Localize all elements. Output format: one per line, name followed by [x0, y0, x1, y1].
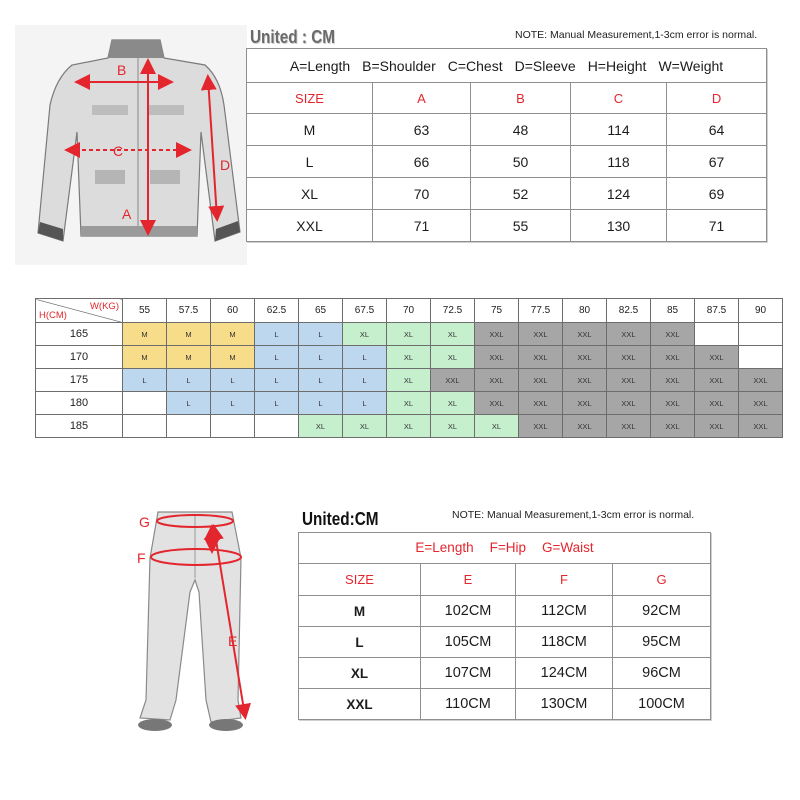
weight-column-header: 70	[387, 299, 431, 323]
recommended-size-cell: L	[299, 346, 343, 369]
recommended-size-cell: XXL	[519, 392, 563, 415]
measurement-value: 118	[571, 146, 667, 178]
weight-column-header: 65	[299, 299, 343, 323]
weight-column-header: 55	[123, 299, 167, 323]
recommended-size-cell: XL	[299, 415, 343, 438]
diagram-label-e: E	[228, 633, 238, 649]
recommended-size-cell: XXL	[519, 346, 563, 369]
recommended-size-cell: XXL	[475, 346, 519, 369]
grid-row	[36, 415, 783, 438]
recommended-size-cell: XL	[431, 392, 475, 415]
measurement-value: 102CM	[421, 596, 516, 627]
weight-column-header: 62.5	[255, 299, 299, 323]
height-row-header: 165	[36, 323, 123, 346]
measurement-value: 124CM	[516, 658, 613, 689]
recommended-size-cell: L	[343, 369, 387, 392]
recommended-size-cell: XL	[343, 323, 387, 346]
recommended-size-cell: XL	[431, 415, 475, 438]
height-weight-size-grid	[35, 298, 783, 438]
recommended-size-cell: L	[299, 392, 343, 415]
recommended-size-cell: XXL	[563, 346, 607, 369]
diagram-label-c: C	[113, 143, 124, 159]
diagram-label-a: A	[122, 206, 132, 222]
legend-item: H=Height	[587, 57, 647, 74]
size-label: L	[247, 146, 373, 178]
measurement-value: 48	[471, 114, 571, 146]
recommended-size-cell: XXL	[607, 346, 651, 369]
recommended-size-cell: XXL	[607, 323, 651, 346]
recommended-size-cell: XXL	[607, 392, 651, 415]
recommended-size-cell: XXL	[475, 323, 519, 346]
recommended-size-cell: XXL	[739, 415, 783, 438]
measurement-value: 112CM	[516, 596, 613, 627]
jacket-size-table	[246, 48, 767, 242]
measurement-value: 114	[571, 114, 667, 146]
measurement-value: 71	[667, 210, 767, 242]
jacket-legend-cell	[247, 49, 767, 83]
weight-column-header: 75	[475, 299, 519, 323]
legend-item: E=Length	[415, 540, 474, 555]
measurement-value: 67	[667, 146, 767, 178]
measure-column-header: G	[613, 564, 711, 596]
pants-illustration	[125, 500, 260, 740]
pants-size-table	[298, 532, 711, 720]
recommended-size-cell: XXL	[563, 323, 607, 346]
recommended-size-cell: L	[255, 346, 299, 369]
measure-column-header: F	[516, 564, 613, 596]
recommended-size-cell: XXL	[739, 369, 783, 392]
recommended-size-cell: XXL	[563, 369, 607, 392]
measurement-value: 95CM	[613, 627, 711, 658]
height-row-header: 185	[36, 415, 123, 438]
recommended-size-cell	[123, 415, 167, 438]
size-label: XL	[247, 178, 373, 210]
recommended-size-cell	[255, 415, 299, 438]
measure-column-header: B	[471, 83, 571, 114]
recommended-size-cell	[167, 415, 211, 438]
weight-column-header: 85	[651, 299, 695, 323]
recommended-size-cell	[211, 415, 255, 438]
measurement-value: 100CM	[613, 689, 711, 720]
recommended-size-cell	[123, 392, 167, 415]
recommended-size-cell: XL	[475, 415, 519, 438]
recommended-size-cell: L	[255, 369, 299, 392]
recommended-size-cell: XXL	[431, 369, 475, 392]
weight-axis-label: W(KG)	[89, 301, 119, 312]
recommended-size-cell: XL	[343, 415, 387, 438]
recommended-size-cell: XL	[387, 346, 431, 369]
recommended-size-cell: XL	[387, 392, 431, 415]
height-row-header: 170	[36, 346, 123, 369]
recommended-size-cell: XXL	[695, 346, 739, 369]
jacket-measurement-note: NOTE: Manual Measurement,1-3cm error is normal.	[515, 29, 758, 41]
grid-header-row	[36, 299, 783, 323]
recommended-size-cell: XXL	[519, 369, 563, 392]
height-row-header: 180	[36, 392, 123, 415]
jacket-header-row	[247, 83, 767, 114]
recommended-size-cell: XXL	[695, 369, 739, 392]
recommended-size-cell: M	[167, 346, 211, 369]
axis-corner-cell	[36, 299, 123, 323]
measurement-value: 55	[471, 210, 571, 242]
size-label: M	[247, 114, 373, 146]
measurement-value: 64	[667, 114, 767, 146]
legend-item: B=Shoulder	[362, 57, 436, 74]
weight-column-header: 80	[563, 299, 607, 323]
diagram-label-f: F	[137, 550, 146, 566]
recommended-size-cell: L	[211, 392, 255, 415]
weight-column-header: 87.5	[695, 299, 739, 323]
recommended-size-cell: L	[343, 392, 387, 415]
recommended-size-cell: XXL	[607, 415, 651, 438]
table-row	[299, 627, 711, 658]
size-label: XXL	[299, 689, 421, 720]
size-label: M	[299, 596, 421, 627]
table-row	[299, 689, 711, 720]
height-axis-label: H(CM)	[39, 310, 67, 321]
jacket-illustration	[15, 25, 247, 265]
measure-column-header: D	[667, 83, 767, 114]
pants-legend-row	[299, 533, 711, 564]
measurement-value: 118CM	[516, 627, 613, 658]
measurement-value: 110CM	[421, 689, 516, 720]
legend-item: A=Length	[289, 57, 351, 74]
grid-row	[36, 369, 783, 392]
measurement-value: 96CM	[613, 658, 711, 689]
recommended-size-cell: XL	[431, 346, 475, 369]
recommended-size-cell: XXL	[695, 392, 739, 415]
table-row	[247, 146, 767, 178]
weight-column-header: 57.5	[167, 299, 211, 323]
grid-row	[36, 323, 783, 346]
recommended-size-cell: L	[167, 369, 211, 392]
size-column-header: SIZE	[299, 564, 421, 596]
table-row	[247, 114, 767, 146]
recommended-size-cell: XL	[387, 323, 431, 346]
recommended-size-cell: XL	[431, 323, 475, 346]
table-row	[247, 178, 767, 210]
legend-item: C=Chest	[447, 57, 503, 74]
recommended-size-cell: XXL	[475, 369, 519, 392]
recommended-size-cell: L	[123, 369, 167, 392]
pants-header-row	[299, 564, 711, 596]
weight-column-header: 67.5	[343, 299, 387, 323]
recommended-size-cell: L	[255, 392, 299, 415]
table-row	[299, 596, 711, 627]
recommended-size-cell: XXL	[739, 392, 783, 415]
recommended-size-cell: M	[167, 323, 211, 346]
recommended-size-cell	[739, 323, 783, 346]
size-label: XL	[299, 658, 421, 689]
measure-column-header: C	[571, 83, 667, 114]
jacket-unit-title: United : CM	[250, 27, 335, 47]
jacket-legend-row	[247, 49, 767, 83]
pants-unit-title: United:CM	[302, 509, 379, 529]
recommended-size-cell: XXL	[651, 323, 695, 346]
measurement-value: 69	[667, 178, 767, 210]
recommended-size-cell: XXL	[519, 323, 563, 346]
height-row-header: 175	[36, 369, 123, 392]
table-row	[299, 658, 711, 689]
recommended-size-cell: L	[343, 346, 387, 369]
measurement-value: 63	[373, 114, 471, 146]
recommended-size-cell: XXL	[695, 415, 739, 438]
recommended-size-cell: XXL	[651, 392, 695, 415]
pants-legend-cell	[299, 533, 711, 564]
recommended-size-cell: XL	[387, 369, 431, 392]
legend-item: G=Waist	[541, 540, 594, 555]
recommended-size-cell: L	[299, 369, 343, 392]
weight-column-header: 77.5	[519, 299, 563, 323]
measurement-value: 50	[471, 146, 571, 178]
measurement-value: 52	[471, 178, 571, 210]
recommended-size-cell: L	[167, 392, 211, 415]
recommended-size-cell: L	[255, 323, 299, 346]
legend-item: W=Weight	[658, 57, 724, 74]
recommended-size-cell: M	[211, 346, 255, 369]
recommended-size-cell: M	[123, 346, 167, 369]
weight-column-header: 72.5	[431, 299, 475, 323]
grid-row	[36, 346, 783, 369]
table-row	[247, 210, 767, 242]
measurement-value: 92CM	[613, 596, 711, 627]
recommended-size-cell: XXL	[519, 415, 563, 438]
diagram-label-b: B	[117, 62, 127, 78]
measurement-value: 107CM	[421, 658, 516, 689]
measurement-value: 124	[571, 178, 667, 210]
recommended-size-cell	[739, 346, 783, 369]
recommended-size-cell: XXL	[607, 369, 651, 392]
grid-row	[36, 392, 783, 415]
recommended-size-cell: XXL	[651, 346, 695, 369]
weight-column-header: 90	[739, 299, 783, 323]
pants-measurement-note: NOTE: Manual Measurement,1-3cm error is normal.	[452, 509, 695, 521]
measure-column-header: A	[373, 83, 471, 114]
legend-item: F=Hip	[489, 540, 526, 555]
legend-item: D=Sleeve	[514, 57, 576, 74]
size-column-header: SIZE	[247, 83, 373, 114]
recommended-size-cell: XXL	[651, 415, 695, 438]
measurement-value: 71	[373, 210, 471, 242]
recommended-size-cell: M	[123, 323, 167, 346]
recommended-size-cell: XXL	[563, 415, 607, 438]
diagram-label-d: D	[220, 157, 231, 173]
recommended-size-cell: XXL	[475, 392, 519, 415]
recommended-size-cell: L	[211, 369, 255, 392]
measurement-value: 70	[373, 178, 471, 210]
recommended-size-cell: XL	[387, 415, 431, 438]
weight-column-header: 82.5	[607, 299, 651, 323]
recommended-size-cell: L	[299, 323, 343, 346]
size-label: XXL	[247, 210, 373, 242]
measurement-value: 105CM	[421, 627, 516, 658]
measurement-value: 130CM	[516, 689, 613, 720]
recommended-size-cell: M	[211, 323, 255, 346]
weight-column-header: 60	[211, 299, 255, 323]
measure-column-header: E	[421, 564, 516, 596]
measurement-value: 66	[373, 146, 471, 178]
recommended-size-cell: XXL	[651, 369, 695, 392]
size-label: L	[299, 627, 421, 658]
measurement-value: 130	[571, 210, 667, 242]
recommended-size-cell: XXL	[563, 392, 607, 415]
recommended-size-cell	[695, 323, 739, 346]
diagram-label-g: G	[139, 514, 150, 530]
